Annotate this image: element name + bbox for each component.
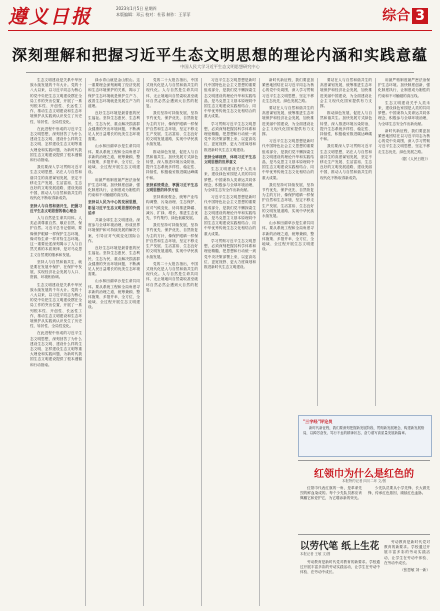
paragraph: 劳动教育是新时代党对教育的新要求。学校通过开展丰富多彩的劳动实践活动，让学生在劳动中体验、在劳动中成长。 xyxy=(300,560,380,575)
column-divider xyxy=(259,78,260,606)
section-label xyxy=(382,5,428,25)
paragraph: 山水林田湖草沙是生命共同体。要从系统工程和全局角度寻求新的治理之道，统筹兼顾、整体施策、多措并举，全方位、全地域、全过程开展生态文明建设。 xyxy=(88,144,140,175)
column-divider xyxy=(143,78,144,606)
article-column-6 xyxy=(320,78,372,406)
paragraph: 生态文明建设是关系中华民族永续发展的千年大计。党的十八大以来，以习近平同志为核心的党中央把生态文明建设摆在全局工作的突出位置，开展了一系列根本性、开创性、长远性工作，推动生态文明建设和生态环境保护从实践到认识发生了历史性、转折性、全局性变化。 xyxy=(30,78,82,124)
feature-byline: 本报特约记者 四川二环 文/图 xyxy=(342,479,386,483)
paragraph: 生态文明建设关乎人类未来，建设绿色家园是人类的共同梦想。中国秉持人类命运共同体理念，积极参与全球环境治理，为全球生态安全作出新贡献。 xyxy=(204,167,256,193)
masthead-logo: 遵义日报 xyxy=(8,6,93,28)
header-rule xyxy=(8,30,432,31)
paragraph: 党的二十大报告指出，中国式现代化是人与自然和谐共生的现代化。人与自然是生命共同体，无止境地向自然索取甚至破坏自然必然会遭到大自然的报复。 xyxy=(146,261,198,292)
paragraph: 推动绿色发展，促进人与自然和谐共生。加快发展方式绿色转型，深入推进环境污染防治，提升生态系统多样性、稳定性、持续性，积极稳妥推进碳达峰碳中和。 xyxy=(146,149,198,180)
sidebar-box xyxy=(298,415,432,457)
section-subheading: 坚持以人民为中心的发展思想，彰显习近平生态文明思想的价值追求 xyxy=(88,200,140,215)
feature-title-red-scarf: 红领巾为什么是红色的 xyxy=(314,469,414,480)
header-info xyxy=(116,6,191,17)
article-column-2 xyxy=(88,78,140,606)
article-byline: 中国人民大学习近平生态文明思想研究中心 xyxy=(180,64,260,69)
paragraph: 我们坚持可持续发展，坚持节约优先、保护优先、自然恢复为主的方针，像保护眼睛一样保护自然和生态环境，坚定不移走生产发展、生活富裕、生态良好的文明发展道路，实现中华民族永续发展。 xyxy=(146,223,198,259)
paragraph: 在此进程中形成的习近平生态文明思想，深刻回答了为什么建设生态文明、建设什么样的生态文明、怎样建设生态文明等重大理论和实践问题，为新时代我国生态文明建设提供了根本遵循和行动指南。 xyxy=(30,126,82,163)
paragraph: 党的二十大报告指出，中国式现代化是人与自然和谐共生的现代化。人与自然是生命共同体，无止境地向自然索取甚至破坏自然必然会遭到大自然的报复。 xyxy=(146,78,198,109)
article-title: 深刻理解和把握习近平生态文明思想的理论内涵和实践意蕴 xyxy=(11,46,428,64)
feature-column-2 xyxy=(368,486,430,532)
article-column-3 xyxy=(146,78,198,606)
paragraph: 良好生态环境是最普惠的民生福祉。坚持生态惠民、生态利民、生态为民，重点解决损害群众健康的突出环境问题，不断满足人民日益增长的优美生态环境需要。 xyxy=(88,246,140,277)
paragraph: 坚持系统观念，统筹产业结构调整、污染治理、生态保护、应对气候变化，协同推进降碳、减污、扩绿、增长，推进生态优先、节约集约、绿色低碳发展。 xyxy=(146,195,198,221)
article-column-7 xyxy=(378,78,430,406)
feature-byline: 本报记者 王敏 文/图 xyxy=(300,552,331,556)
paragraph: 要站在人与自然和谐共生的高度谋划发展，统筹推进生态环境保护和经济社会发展，加快推进美丽中国建设，为全面建设社会主义现代化国家提供有力支撑。 xyxy=(262,106,314,137)
section-name: 综合 xyxy=(382,8,411,24)
paragraph: 要站在人与自然和谐共生的高度谋划发展，统筹推进生态环境保护和经济社会发展，加快推进美丽中国建设，为全面建设社会主义现代化国家提供有力支撑。 xyxy=(320,78,372,109)
paragraph: 学习贯彻习近平生态文明思想，必须深刻把握其科学体系和理论精髓，把思想和行动统一到党中央决策部署上来，以更高站位、更宽视野、更大力度谋划和推进新时代生态文明建设。 xyxy=(204,121,256,152)
section-subheading: 坚持人与自然和谐共生，把握习近平生态文明思想的核心理念 xyxy=(30,203,82,213)
source-note: （据《人民日报》） xyxy=(399,156,430,161)
paragraph: 山水林田湖草沙是生命共同体。要从系统工程和全局角度寻求新的治理之道，统筹兼顾、整体施策、多措并举，全方位、全地域、全过程开展生态文明建设。 xyxy=(262,221,314,252)
paragraph: 新时代新征程，我们要更加紧密地团结在以习近平同志为核心的党中央周围，深入学习贯彻习近平生态文明思想，坚定不移走生态优先、绿色发展之路。 xyxy=(378,128,430,154)
paragraph: 共谋全球生态文明建设。深度参与全球环境治理，形成世界环境保护和可持续发展的解决方案，引导应对气候变化国际合作。 xyxy=(88,218,140,243)
paragraph: 劳动教育是新时代党对教育的新要求。学校通过开展丰富多彩的劳动实践活动，让学生在劳动中体验、在劳动中成长。 xyxy=(384,540,430,565)
sidebar-box-body: 新时代新征程，我们要深刻把握新发展阶段、贯彻新发展理念、构建新发展格局，以踔厉奋发、笃行不怠的精神状态，奋力谱写高质量发展新篇章。 xyxy=(303,426,425,435)
paragraph: 坚持人与自然和谐共生，就是要在发展中保护、在保护中发展，实现经济社会发展与人口、资源、环境相协调。 xyxy=(30,259,82,280)
column-divider xyxy=(317,78,318,406)
paragraph: 生态文明建设关乎人类未来，建设绿色家园是人类的共同梦想。中国秉持人类命运共同体理念，积极参与全球环境治理，为全球生态安全作出新贡献。 xyxy=(378,100,430,126)
editor-credits: 本版编辑：邓云 校对：杜蓉 制作：王菲菲 xyxy=(116,11,191,17)
page-header xyxy=(0,0,440,36)
sidebar-box-title: "三字经"评论员 xyxy=(303,419,333,424)
paragraph: 生态文明建设是关系中华民族永续发展的千年大计。党的十八大以来，以习近平同志为核心的党中央把生态文明建设摆在全局工作的突出位置，开展了一系列根本性、开创性、长远性工作，推动生态文明建设和生态环境保护从实践到认识发生了历史性、转折性、全局性变化。 xyxy=(30,282,82,329)
column-divider xyxy=(201,78,202,606)
paragraph: 人与自然是生命共同体。人类必须尊重自然、顺应自然、保护自然。习近平总书记强调，要像保护眼睛一样保护生态环境，像对待生命一样对待生态环境。这一重要论述深刻揭示了人与自然关系的本质规律，是对马克思主义自然观的继承和发展。 xyxy=(30,216,82,257)
article-column-4 xyxy=(204,78,256,606)
paragraph: 推动绿色发展，促进人与自然和谐共生。加快发展方式绿色转型，深入推进环境污染防治，提升生态系统多样性、稳定性、持续性，积极稳妥推进碳达峰碳中和。 xyxy=(320,111,372,142)
paragraph: 在此进程中形成的习近平生态文明思想，深刻回答了为什么建设生态文明、建设什么样的生态文明、怎样建设生态文明等重大理论和实践问题，为新时代我国生态文明建设提供了根本遵循和行动指南。 xyxy=(30,331,82,367)
paragraph: 学习贯彻习近平生态文明思想，必须深刻把握其科学体系和理论精髓，把思想和行动统一到党中央决策部署上来，以更高站位、更宽视野、更大力度谋划和推进新时代生态文明建设。 xyxy=(204,238,256,269)
feature-column-4 xyxy=(384,540,430,606)
paragraph: 少先队员要从小学先锋、长大做先锋，传承红色基因，赓续红色血脉。 xyxy=(368,486,430,496)
paragraph: 习近平生态文明思想是新时代中国特色社会主义思想的重要组成部分，是我们党不懈探索生态文明建设的理论升华和实践结晶，是马克思主义基本原理同中国生态文明建设实践相结合、同中华优秀传统生态文化相结合的重大成果。 xyxy=(204,78,256,119)
paragraph: 绿水青山就是金山银山。这一重要理念深刻阐明了经济发展和生态环境保护的关系，揭示了保护生态环境就是保护生产力、改善生态环境就是发展生产力的道理。 xyxy=(88,78,140,109)
article-divider xyxy=(298,460,430,461)
paragraph: 我们坚持可持续发展，坚持节约优先、保护优先、自然恢复为主的方针，像保护眼睛一样保护自然和生态环境，坚定不移走生产发展、生活富裕、生态良好的文明发展道路，实现中华民族永续发展。 xyxy=(262,182,314,219)
section-subheading: 坚持全球视野，体现习近平生态文明思想的世界意义 xyxy=(204,154,256,165)
paragraph: 良好生态环境是最普惠的民生福祉。坚持生态惠民、生态利民、生态为民，重点解决损害群众健康的突出环境问题，不断满足人民日益增长的优美生态环境需要。 xyxy=(88,111,140,142)
section-subheading: 坚持系统观念，掌握习近平生态文明思想的科学方法 xyxy=(146,182,198,193)
feature-column-3 xyxy=(300,560,380,606)
column-divider xyxy=(375,78,376,406)
paragraph: 红领巾代表红旗的一角，是革命先烈的鲜血染成的。每个少先队员都应该佩戴它和爱护它，为它增添新的荣光。 xyxy=(300,486,362,501)
paragraph: 用最严格制度最严密法治保护生态环境。加快制度创新，强化制度执行，让制度成为刚性的约束和不可触碰的高压线。 xyxy=(378,78,430,98)
paragraph: 我们坚持可持续发展，坚持节约优先、保护优先、自然恢复为主的方针，像保护眼睛一样保护自然和生态环境，坚定不移走生产发展、生活富裕、生态良好的文明发展道路，实现中华民族永续发展。 xyxy=(146,111,198,147)
title-rule xyxy=(26,72,414,73)
paragraph: 用最严格制度最严密法治保护生态环境。加快制度创新，强化制度执行，让制度成为刚性的约束和不可触碰的高压线。 xyxy=(88,177,140,198)
paragraph: 我们要深入学习贯彻习近平生态文明思想，站在人与自然和谐共生的高度谋划发展，坚定不移走生产发展、生活富裕、生态良好的文明发展道路，建设美丽中国，推动人与自然和谐共生的现代化不断取得新成效。 xyxy=(30,165,82,201)
paragraph: 新时代新征程，我们要更加紧密地团结在以习近平同志为核心的党中央周围，深入学习贯彻习近平生态文明思想，坚定不移走生态优先、绿色发展之路。 xyxy=(262,78,314,103)
section-number: 3 xyxy=(412,8,428,24)
article-column-1 xyxy=(30,78,82,606)
article-divider xyxy=(298,534,430,535)
issue-date: 2023年1月5日 星期四 xyxy=(116,6,157,11)
paragraph: 我们要深入学习贯彻习近平生态文明思想，站在人与自然和谐共生的高度谋划发展，坚定不移走生产发展、生活富裕、生态良好的文明发展道路，建设美丽中国，推动人与自然和谐共生的现代化不断取得新成效。 xyxy=(320,144,372,180)
author-note: （张思敏 刘一新） xyxy=(400,568,430,573)
paragraph: 习近平生态文明思想是新时代中国特色社会主义思想的重要组成部分，是我们党不懈探索生态文明建设的理论升华和实践结晶，是马克思主义基本原理同中国生态文明建设实践相结合、同中华优秀传统生态文化相结合的重大成果。 xyxy=(204,195,256,236)
paragraph: 山水林田湖草沙是生命共同体。要从系统工程和全局角度寻求新的治理之道，统筹兼顾、整体施策、多措并举，全方位、全地域、全过程开展生态文明建设。 xyxy=(88,279,140,310)
paragraph: 习近平生态文明思想是新时代中国特色社会主义思想的重要组成部分，是我们党不懈探索生态文明建设的理论升华和实践结晶，是马克思主义基本原理同中国生态文明建设实践相结合、同中华优秀传统生态文化相结合的重大成果。 xyxy=(262,139,314,180)
column-divider xyxy=(85,78,86,606)
feature-title-labor: 以劳代笔 纸上生花 xyxy=(300,541,380,552)
feature-column-1 xyxy=(300,486,362,532)
